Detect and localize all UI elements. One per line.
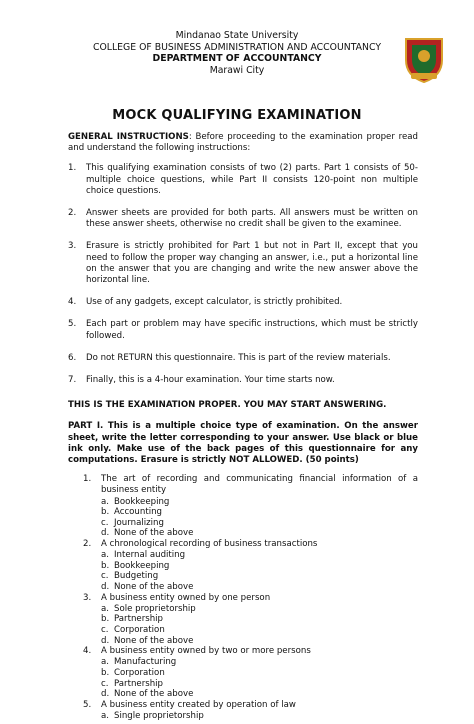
instruction-number: 3. — [68, 241, 77, 252]
instruction-item — [68, 319, 418, 341]
question-text: The art of recording and communicating financial information of a business entity — [101, 474, 418, 496]
question-item — [68, 646, 418, 657]
option-letter: d. — [101, 528, 110, 539]
exam-title: MOCK QUALIFYING EXAMINATION — [112, 108, 362, 123]
option-letter: a. — [101, 657, 109, 668]
instruction-item — [68, 297, 418, 308]
college-name: COLLEGE OF BUSINESS ADMINISTRATION AND ACCOUNTANCY — [93, 41, 381, 53]
option-text: Bookkeeping — [114, 496, 170, 507]
instructions-list — [68, 163, 418, 386]
option-text: Partnership — [114, 678, 163, 689]
question-item — [68, 593, 418, 604]
question-item — [68, 539, 418, 550]
option-text: Corporation — [114, 625, 165, 636]
option-item — [101, 625, 418, 636]
option-text: None of the above — [114, 582, 194, 593]
option-item — [101, 711, 418, 722]
exam-proper-notice: THIS IS THE EXAMINATION PROPER. YOU MAY START ANSWERING. — [68, 400, 387, 411]
option-text: Manufacturing — [114, 657, 177, 668]
general-instructions-text: : Before proceeding to the examination proper read and understand the following instructions: — [68, 132, 418, 154]
option-item — [101, 550, 418, 561]
option-list — [68, 550, 418, 592]
option-letter: a. — [101, 550, 109, 561]
instruction-item — [68, 353, 418, 364]
option-letter: a. — [101, 496, 109, 507]
option-item — [101, 582, 418, 593]
option-letter: b. — [101, 560, 110, 571]
option-text: Internal auditing — [114, 550, 186, 561]
question-number: 1. — [83, 474, 92, 485]
question-text: A business entity created by operation of law — [101, 699, 296, 710]
instruction-number: 7. — [68, 375, 77, 386]
instruction-number: 6. — [68, 352, 77, 363]
instruction-text: This qualifying examination consists of two (2) parts. Part 1 consists of 50-multiple choice questions, while Part II consists 120-point non multiple choice questions. — [86, 163, 418, 196]
option-list — [68, 497, 418, 539]
option-letter: a. — [101, 603, 109, 614]
option-letter: b. — [101, 614, 110, 625]
instruction-item — [68, 163, 418, 197]
university-seal-icon — [403, 36, 445, 84]
option-item — [101, 657, 418, 668]
option-item — [101, 614, 418, 625]
option-item — [101, 636, 418, 647]
question-number: 4. — [83, 646, 92, 657]
option-item — [101, 497, 418, 508]
option-letter: b. — [101, 668, 110, 678]
option-item — [101, 571, 418, 582]
option-item — [101, 528, 418, 539]
option-letter: c. — [101, 678, 109, 689]
option-text: None of the above — [114, 528, 194, 539]
instruction-item — [68, 375, 418, 386]
instruction-number: 4. — [68, 297, 77, 308]
instruction-text: Use of any gadgets, except calculator, is strictly prohibited. — [86, 297, 343, 308]
option-letter: b. — [101, 507, 110, 518]
option-item — [101, 679, 418, 690]
option-text: Journalizing — [114, 517, 164, 528]
option-letter: c. — [101, 517, 109, 528]
option-list — [68, 711, 418, 722]
instruction-text: Erasure is strictly prohibited for Part 1 but not in Part II, except that you need to follow the proper way changing an answer, i.e., put a horizontal line on the answer that you are changing and write the new answer above the horizontal line. — [86, 241, 418, 286]
question-number: 2. — [83, 539, 92, 550]
option-text: Partnership — [114, 614, 163, 625]
question-item — [68, 474, 418, 496]
exam-body — [68, 132, 418, 722]
option-text: None of the above — [114, 689, 194, 700]
instruction-number: 2. — [68, 208, 77, 219]
instruction-text: Do not RETURN this questionnaire. This is part of the review materials. — [86, 352, 391, 363]
option-item — [101, 518, 418, 529]
option-list — [68, 604, 418, 646]
option-letter: a. — [101, 710, 109, 721]
option-list — [68, 657, 418, 699]
instruction-number: 5. — [68, 319, 77, 330]
option-item — [101, 668, 418, 679]
department-name: DEPARTMENT OF ACCOUNTANCY — [152, 53, 322, 64]
instruction-item — [68, 241, 418, 286]
city-name: Marawi City — [209, 64, 265, 76]
instruction-number: 1. — [68, 163, 77, 174]
option-item — [101, 561, 418, 572]
option-letter: d. — [101, 582, 110, 593]
option-letter: c. — [101, 625, 109, 636]
question-number: 5. — [83, 699, 92, 710]
option-item — [101, 689, 418, 700]
instruction-text: Answer sheets are provided for both parts. All answers must be written on these answer sheets, otherwise no credit shall be given to the examinee. — [86, 208, 418, 230]
option-text: Corporation — [114, 668, 165, 678]
option-text: Accounting — [114, 507, 162, 518]
option-letter: c. — [101, 571, 109, 582]
question-item — [68, 700, 418, 711]
option-text: Sole proprietorship — [114, 603, 196, 614]
question-text: A business entity owned by one person — [101, 592, 271, 603]
instruction-item — [68, 208, 418, 230]
instruction-text: Each part or problem may have specific instructions, which must be strictly followed. — [86, 319, 418, 341]
option-item — [101, 507, 418, 518]
option-text: Single proprietorship — [114, 710, 204, 721]
part1-instructions: PART I. This is a multiple choice type of examination. On the answer sheet, write the letter corresponding to your answer. Use black or blue ink only. Make use of the back pages of this questionnaire for any computations. Erasure is strictly NOT ALLOWED. (50 points) — [68, 421, 418, 466]
university-name: Mindanao State University — [175, 30, 299, 41]
option-text: Budgeting — [114, 571, 159, 582]
question-text: A business entity owned by two or more persons — [101, 646, 311, 657]
question-list — [68, 474, 418, 721]
general-instructions-label: GENERAL INSTRUCTIONS — [68, 132, 189, 142]
option-item — [101, 604, 418, 615]
option-text: None of the above — [114, 635, 194, 646]
option-text: Bookkeeping — [114, 560, 170, 571]
question-text: A chronological recording of business transactions — [101, 539, 318, 550]
option-letter: d. — [101, 635, 110, 646]
instruction-text: Finally, this is a 4-hour examination. Your time starts now. — [86, 375, 335, 386]
option-letter: d. — [101, 689, 110, 700]
question-number: 3. — [83, 592, 92, 603]
general-instructions — [68, 132, 418, 154]
